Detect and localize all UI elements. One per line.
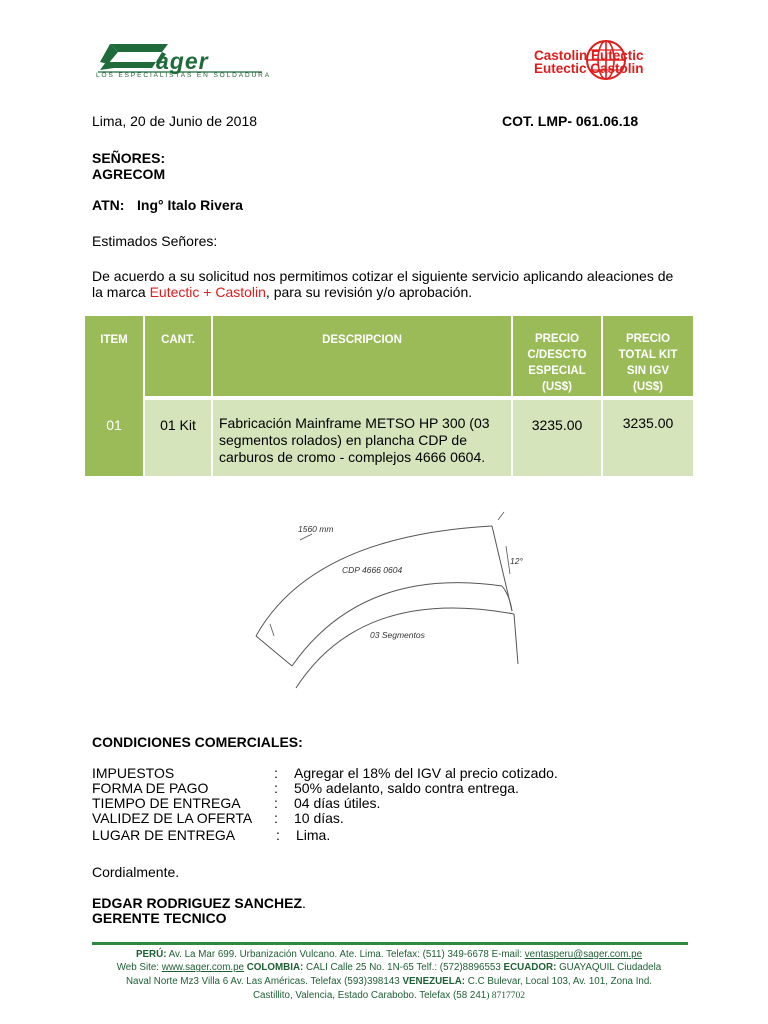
company-name: AGRECOM [92, 166, 166, 182]
greeting: Estimados Señores: [92, 233, 218, 249]
salutation: SEÑORES: [92, 150, 166, 166]
condition-colon: : [274, 795, 278, 811]
drawing-material-label: CDP 4666 0604 [342, 565, 403, 575]
footer-line-4 [88, 989, 690, 1003]
drawing-segments-label: 03 Segmentos [370, 630, 425, 640]
condition-colon: : [274, 780, 278, 796]
condition-label-validity: VALIDEZ DE LA OFERTA [92, 810, 253, 826]
signer-name-line: EDGAR RODRIGUEZ SANCHEZ. [92, 895, 306, 911]
header-price-discount-line: (US$) [541, 381, 573, 393]
row-item: 01 [85, 396, 143, 476]
row-description-line: carburos de cromo - complejos 4666 0604. [219, 449, 486, 465]
castolin-line-2: Eutectic Castolin [534, 61, 644, 76]
condition-value-validity: 10 días. [294, 810, 344, 826]
footer-peru-text: Av. La Mar 699. Urbanización Vulcano. Ate. Lima. Telefax: (511) 349-6678 E-mail: [166, 949, 525, 960]
header-price-discount-line: ESPECIAL [528, 365, 586, 377]
condition-colon: : [276, 827, 280, 843]
condition-label-delivery-place: LUGAR DE ENTREGA [92, 827, 236, 843]
footer-line-1 [88, 948, 690, 962]
header-price-total-line: PRECIO [625, 333, 671, 345]
signer-title: GERENTE TECNICO [92, 910, 227, 926]
header-description: DESCRIPCION [213, 316, 511, 396]
footer-ecuador-label: ECUADOR: [503, 962, 557, 973]
intro-line-2 [92, 284, 472, 300]
place-date: Lima, 20 de Junio de 2018 [92, 113, 258, 129]
condition-label-taxes: IMPUESTOS [92, 765, 175, 781]
footer-colombia-label: COLOMBIA: [243, 962, 304, 973]
svg-text:ager: ager [156, 48, 209, 74]
header-price-total [603, 316, 693, 396]
row-description [213, 400, 511, 476]
conditions-title: CONDICIONES COMERCIALES: [92, 734, 303, 750]
atn-name: Ing° Italo Rivera [137, 197, 243, 213]
header-qty: CANT. [145, 316, 211, 396]
header-price-discount-line: C/DESCTO [527, 349, 587, 361]
footer-divider [92, 942, 688, 945]
condition-colon: : [274, 765, 278, 781]
footer-peru-label: PERÚ: [135, 949, 167, 960]
row-price-total: 3235.00 [603, 400, 693, 476]
footer-line-2 [88, 961, 690, 975]
condition-value-taxes: Agregar el 18% del IGV al precio cotizado. [294, 765, 558, 781]
footer-venezuela-label: VENEZUELA: [402, 976, 466, 987]
atn-label: ATN: [92, 197, 125, 213]
footer-email-link[interactable]: ventasperu@sager.com.pe [524, 949, 643, 960]
footer-line-3 [88, 975, 690, 989]
condition-colon: : [274, 810, 278, 826]
regards: Cordialmente. [92, 864, 180, 880]
intro-pre: la marca [92, 284, 150, 300]
castolin-eutectic-logo [532, 38, 682, 88]
footer-line3-a: Naval Norte Mz3 Villa 6 Av. Las Américas. Telefax (593)398143 [125, 976, 403, 987]
footer-web-label: Web Site: [116, 962, 162, 973]
intro-post: , para su revisión y/o aprobación. [265, 284, 473, 300]
row-description-line: segmentos rolados) en plancha CDP de [219, 432, 468, 448]
header-price-total-line: (US$) [632, 381, 664, 393]
row-price-discount: 3235.00 [513, 400, 601, 476]
drawing-angle-label: 12° [510, 556, 523, 566]
condition-value-payment: 50% adelanto, saldo contra entrega. [294, 780, 519, 796]
row-qty: 01 Kit [145, 400, 211, 476]
signer-name: EDGAR RODRIGUEZ SANCHEZ [92, 895, 303, 911]
footer-line4: Castillito, Valencia, Estado Carabobo. Telefax (58 241 [252, 990, 487, 1001]
header-price-total-line: TOTAL KIT [618, 349, 678, 361]
footer-colombia-text: CALI Calle 25 No. 1N-65 Telf.: (572)8896553 [303, 962, 504, 973]
footer-line4-b: ) 8717702 [486, 991, 526, 1001]
castolin-line-1: Castolin Eutectic [534, 48, 644, 63]
footer-ecuador-text: GUAYAQUIL Ciudadela [556, 962, 662, 973]
segment-drawing [252, 496, 528, 698]
drawing-length-label: 1560 mm [298, 524, 334, 534]
row-description-line: Fabricación Mainframe METSO HP 300 (03 [219, 415, 490, 431]
footer-line3-b: C.C Bulevar, Local 103, Av. 101, Zona Ind. [465, 976, 653, 987]
header-price-discount-line: PRECIO [534, 333, 580, 345]
intro-brand: Eutectic + Castolin [149, 284, 266, 300]
intro-line-1: De acuerdo a su solicitud nos permitimos cotizar el siguiente servicio aplicando aleaciones de [92, 268, 674, 284]
condition-label-delivery-time: TIEMPO DE ENTREGA [92, 795, 241, 811]
header-item: ITEM [85, 316, 143, 396]
header-price-discount [513, 316, 601, 396]
footer-website-link[interactable]: www.sager.com.pe [161, 962, 244, 973]
condition-label-payment: FORMA DE PAGO [92, 780, 209, 796]
globe-icon [584, 38, 628, 82]
condition-value-delivery-time: 04 días útiles. [294, 795, 381, 811]
sager-tagline: LOS ESPECIALISTAS EN SOLDADURA [96, 72, 271, 79]
quote-number: COT. LMP- 061.06.18 [502, 113, 639, 129]
header-price-total-line: SIN IGV [626, 365, 670, 377]
condition-value-delivery-place: Lima. [296, 827, 331, 843]
